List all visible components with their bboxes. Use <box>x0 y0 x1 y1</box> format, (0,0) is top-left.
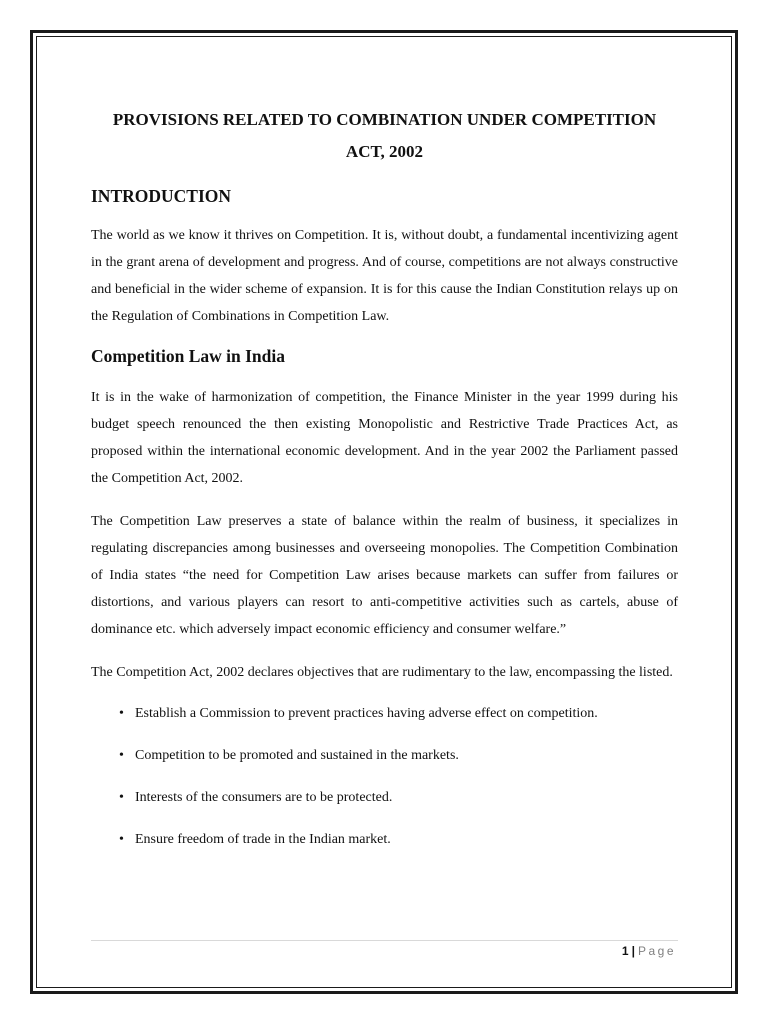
objectives-list-item: • Interests of the consumers are to be protected. <box>135 788 678 808</box>
document-title-line2: ACT, 2002 <box>345 142 424 161</box>
footer-divider <box>91 940 678 941</box>
objectives-list-item: • Competition to be promoted and sustained in the markets. <box>135 746 678 766</box>
competition-paragraph-objectives: The Competition Act, 2002 declares objectives that are rudimentary to the law, encompassing the listed. <box>91 665 673 680</box>
footer-separator: | <box>631 944 635 958</box>
competition-paragraph-balance: The Competition Law preserves a state of balance within the realm of business, it specializes in regulating discrepancies among businesses and overseeing monopolies. The Competition Combination of India states “the need for Competition Law arises because markets can suffer from failures or distortions, and various players can resort to anti-competitive activities such as cartels, abuse of dominance etc. which adversely impact economic efficiency and consumer welfare.” <box>91 514 678 637</box>
competition-paragraph-history: It is in the wake of harmonization of competition, the Finance Minister in the year 1999 during his budget speech renounced the then existing Monopolistic and Restrictive Trade Practices Act, as proposed within the international economic development. And in the year 2002 the Parliament passed the Competition Act, 2002. <box>91 390 678 486</box>
document-body <box>91 104 678 872</box>
page-label: Page <box>637 944 676 958</box>
document-title <box>91 104 678 168</box>
page-number: 1 <box>621 944 629 958</box>
objectives-list-item: • Establish a Commission to prevent practices having adverse effect on competition. <box>135 704 678 724</box>
document-title-line1: PROVISIONS RELATED TO COMBINATION UNDER COMPETITION <box>112 110 657 129</box>
objectives-list-item: • Ensure freedom of trade in the Indian market. <box>135 830 678 850</box>
objectives-list <box>91 704 678 850</box>
section-heading-competition-law: Competition Law in India <box>91 346 285 366</box>
page-footer <box>622 942 676 960</box>
section-heading-introduction: INTRODUCTION <box>91 186 232 206</box>
introduction-paragraph: The world as we know it thrives on Competition. It is, without doubt, a fundamental incentivizing agent in the grant arena of development and progress. And of course, competitions are not always constructive and beneficial in the wider scheme of expansion. It is for this cause the Indian Constitution relays up on the Regulation of Combinations in Competition Law. <box>91 228 678 324</box>
